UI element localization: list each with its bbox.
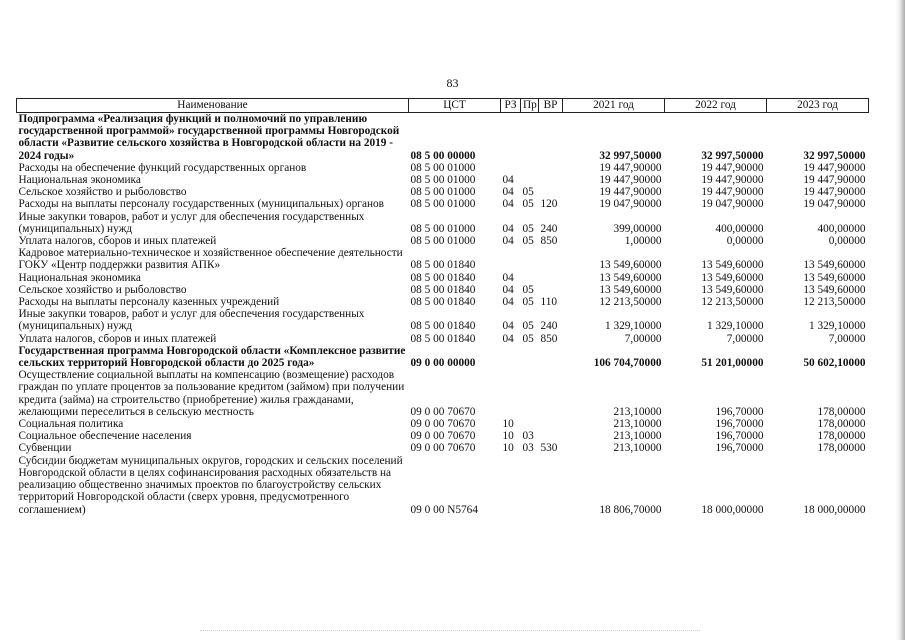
cell-vr: 850 — [540, 235, 558, 248]
cell-name: Расходы на выплаты персоналу казенных учреждений — [18, 296, 280, 309]
cell-y2021: 19 047,90000 — [599, 198, 662, 211]
col-header-name: Наименование — [17, 99, 409, 113]
cell-y2022: 7,00000 — [726, 332, 764, 345]
cell-y2021: 19 447,90000 — [599, 161, 662, 174]
cell-cst: 08 5 00 01840 — [410, 296, 476, 309]
cell-y2022: 51 201,00000 — [701, 357, 764, 370]
cell-name: Иные закупки товаров, работ и услуг для обеспечения государственных (муниципальных) нужд — [18, 308, 365, 333]
col-header-2023: 2023 год — [767, 99, 869, 113]
table-row — [17, 296, 869, 308]
cell-vr: 110 — [540, 296, 558, 309]
cell-y2022: 12 213,50000 — [701, 296, 764, 309]
cell-y2023: 19 447,90000 — [803, 174, 866, 187]
cell-pr: 03 — [522, 430, 534, 443]
table-row — [17, 284, 869, 296]
table-row — [17, 235, 869, 247]
cell-pr: 03 — [522, 442, 534, 455]
cell-name: Социальное обеспечение населения — [18, 430, 192, 443]
cell-rz: 04 — [502, 271, 514, 284]
cell-vr — [539, 174, 563, 186]
cell-y2022: 196,70000 — [715, 405, 764, 418]
cell-name: Субсидии бюджетам муниципальных округов, городских и сельских поселений Новгородской области в целях софинансирования расходных обязательств на реализацию общественно значимых проектов по благоустройству сельских территорий Новгородской области (сверх уровня, предусмотренного соглашением) — [18, 454, 403, 516]
cell-y2023: 1 329,10000 — [809, 320, 866, 333]
cell-name: Уплата налогов, сборов и иных платежей — [18, 332, 217, 345]
cell-y2022: 0,00000 — [726, 235, 764, 248]
cell-y2021: 213,10000 — [613, 430, 662, 443]
cell-y2022: 13 549,60000 — [701, 283, 764, 296]
cell-vr: 240 — [540, 222, 558, 235]
table-row — [17, 369, 869, 418]
cell-pr: 05 — [522, 296, 534, 309]
cell-y2021: 19 447,90000 — [599, 186, 662, 199]
cell-pr — [521, 247, 539, 271]
cell-cst: 08 5 00 01840 — [410, 320, 476, 333]
cell-pr: 05 — [522, 332, 534, 345]
cell-y2022: 19 447,90000 — [701, 161, 764, 174]
cell-rz — [501, 455, 521, 516]
col-header-2022: 2022 год — [665, 99, 767, 113]
cell-name: Иные закупки товаров, работ и услуг для обеспечения государственных (муниципальных) нужд — [18, 210, 365, 235]
table-row — [17, 272, 869, 284]
cell-y2023: 32 997,50000 — [803, 149, 866, 162]
cell-cst: 09 0 00 00000 — [410, 357, 476, 370]
cell-y2022: 19 047,90000 — [701, 198, 764, 211]
cell-y2022: 196,70000 — [715, 430, 764, 443]
cell-y2022: 13 549,60000 — [701, 271, 764, 284]
scan-edge-shadow — [895, 0, 905, 640]
cell-y2022: 32 997,50000 — [701, 149, 764, 162]
cell-pr: 05 — [522, 320, 534, 333]
cell-y2021: 213,10000 — [613, 418, 662, 431]
col-header-pr: Пр — [521, 99, 539, 113]
cell-y2023: 13 549,60000 — [803, 271, 866, 284]
cell-y2023: 7,00000 — [828, 332, 866, 345]
cell-vr — [539, 113, 563, 162]
col-header-vr: ВР — [539, 99, 563, 113]
cell-pr: 05 — [522, 283, 534, 296]
cell-y2021: 32 997,50000 — [599, 149, 662, 162]
cell-name: Государственная программа Новгородской области «Комплексное развитие сельских территорий Новгородской области до 2025 года» — [18, 344, 406, 370]
cell-cst: 08 5 00 01000 — [410, 186, 476, 199]
cell-vr — [539, 455, 563, 516]
cell-y2023: 18 000,00000 — [803, 503, 866, 516]
cell-y2023: 12 213,50000 — [803, 296, 866, 309]
col-header-rz: РЗ — [501, 99, 521, 113]
cell-y2021: 1 329,10000 — [605, 320, 662, 333]
cell-pr — [521, 113, 539, 162]
cell-rz: 04 — [502, 332, 514, 345]
cell-y2021: 12 213,50000 — [599, 296, 662, 309]
cell-y2021: 13 549,60000 — [599, 283, 662, 296]
cell-vr — [539, 247, 563, 271]
cell-vr: 240 — [540, 320, 558, 333]
cell-vr: 850 — [540, 332, 558, 345]
cell-y2023: 19 447,90000 — [803, 161, 866, 174]
cell-rz: 04 — [502, 235, 514, 248]
cell-vr — [539, 430, 563, 442]
cell-rz: 04 — [502, 174, 514, 187]
cell-pr — [521, 272, 539, 284]
table-row — [17, 198, 869, 210]
cell-y2021: 1,00000 — [624, 235, 662, 248]
cell-name: Сельское хозяйство и рыболовство — [18, 283, 187, 296]
table-row — [17, 442, 869, 454]
cell-pr — [521, 174, 539, 186]
cell-y2023: 50 602,10000 — [803, 357, 866, 370]
cell-rz — [501, 113, 521, 162]
cell-rz — [501, 345, 521, 369]
page-number: 83 — [446, 76, 459, 90]
cell-y2023: 178,00000 — [817, 442, 866, 455]
cell-y2022: 19 447,90000 — [701, 174, 764, 187]
cell-rz: 04 — [502, 186, 514, 199]
cell-y2021: 19 447,90000 — [599, 174, 662, 187]
table-row — [17, 211, 869, 235]
cell-y2021: 13 549,60000 — [599, 271, 662, 284]
cell-name: Расходы на обеспечение функций государственных органов — [18, 161, 307, 174]
cell-name: Национальная экономика — [18, 271, 141, 284]
cell-name: Субвенции — [18, 442, 72, 455]
cell-rz: 04 — [502, 320, 514, 333]
scan-bottom-artifact — [200, 630, 700, 632]
cell-name: Национальная экономика — [18, 174, 141, 187]
cell-name: Уплата налогов, сборов и иных платежей — [18, 235, 217, 248]
cell-cst: 09 0 00 70670 — [410, 430, 476, 443]
cell-cst: 08 5 00 01000 — [410, 198, 476, 211]
cell-vr — [539, 272, 563, 284]
cell-cst: 08 5 00 01840 — [410, 259, 476, 272]
table-header-row — [17, 99, 869, 113]
cell-rz: 10 — [502, 442, 514, 455]
cell-name: Расходы на выплаты персоналу государственных (муниципальных) органов — [18, 198, 384, 211]
cell-vr — [539, 284, 563, 296]
cell-y2021: 213,10000 — [613, 442, 662, 455]
cell-pr — [521, 418, 539, 430]
budget-table — [16, 98, 869, 516]
cell-vr — [539, 345, 563, 369]
cell-cst: 08 5 00 01000 — [410, 161, 476, 174]
table-row — [17, 247, 869, 271]
cell-cst: 09 0 00 70670 — [410, 405, 476, 418]
cell-vr — [539, 418, 563, 430]
cell-y2023: 178,00000 — [817, 418, 866, 431]
cell-y2022: 1 329,10000 — [707, 320, 764, 333]
cell-cst: 08 5 00 01000 — [410, 222, 476, 235]
cell-vr: 120 — [540, 198, 558, 211]
cell-y2021: 13 549,60000 — [599, 259, 662, 272]
cell-y2023: 178,00000 — [817, 430, 866, 443]
cell-cst: 08 5 00 01840 — [410, 332, 476, 345]
cell-rz: 04 — [502, 296, 514, 309]
cell-name: Социальная политика — [18, 418, 124, 431]
cell-rz: 10 — [502, 430, 514, 443]
cell-pr — [521, 345, 539, 369]
table-row — [17, 186, 869, 198]
cell-rz — [501, 247, 521, 271]
cell-name: Сельское хозяйство и рыболовство — [18, 186, 187, 199]
cell-y2022: 18 000,00000 — [701, 503, 764, 516]
cell-pr — [521, 455, 539, 516]
cell-cst: 08 5 00 01000 — [410, 174, 476, 187]
cell-y2021: 213,10000 — [613, 405, 662, 418]
col-header-2021: 2021 год — [563, 99, 665, 113]
table-row — [17, 162, 869, 174]
table-row — [17, 113, 869, 162]
cell-rz: 04 — [502, 283, 514, 296]
cell-y2021: 18 806,70000 — [599, 503, 662, 516]
cell-cst: 09 0 00 70670 — [410, 442, 476, 455]
cell-y2022: 196,70000 — [715, 442, 764, 455]
cell-y2023: 13 549,60000 — [803, 283, 866, 296]
cell-name: Кадровое материально-техническое и хозяйственное обеспечение деятельности ГОКУ «Центр поддержки развития АПК» — [18, 247, 403, 272]
table-row — [17, 174, 869, 186]
table-body — [17, 113, 869, 516]
cell-rz: 10 — [502, 418, 514, 431]
cell-vr — [539, 369, 563, 418]
table-row — [17, 333, 869, 345]
cell-vr — [539, 162, 563, 174]
cell-pr: 05 — [522, 235, 534, 248]
cell-cst: 08 5 00 00000 — [410, 149, 476, 162]
cell-y2021: 7,00000 — [624, 332, 662, 345]
table-row — [17, 345, 869, 369]
table-row — [17, 308, 869, 332]
cell-y2023: 0,00000 — [828, 235, 866, 248]
cell-vr: 530 — [540, 442, 558, 455]
cell-y2023: 19 447,90000 — [803, 186, 866, 199]
cell-cst: 09 0 00 70670 — [410, 418, 476, 431]
cell-pr: 05 — [522, 198, 534, 211]
cell-cst: 09 0 00 N5764 — [410, 503, 478, 516]
table-row — [17, 455, 869, 516]
cell-y2022: 19 447,90000 — [701, 186, 764, 199]
cell-cst: 08 5 00 01840 — [410, 283, 476, 296]
cell-pr: 05 — [522, 186, 534, 199]
cell-rz — [501, 162, 521, 174]
cell-y2023: 178,00000 — [817, 405, 866, 418]
cell-vr — [539, 186, 563, 198]
cell-y2023: 400,00000 — [817, 222, 866, 235]
cell-y2022: 400,00000 — [715, 222, 764, 235]
cell-y2021: 106 704,70000 — [593, 357, 662, 370]
table-row — [17, 430, 869, 442]
cell-pr — [521, 369, 539, 418]
cell-name: Осуществление социальной выплаты на компенсацию (возмещение) расходов граждан по уплате процентов за пользование кредитом (займом) при получении кредита (займа) на строительство (приобретение) жилья гражданами, желающими переселиться в сельскую местность — [18, 369, 405, 418]
cell-cst: 08 5 00 01000 — [410, 235, 476, 248]
cell-cst: 08 5 00 01840 — [410, 271, 476, 284]
col-header-cst: ЦСТ — [409, 99, 501, 113]
cell-pr — [521, 162, 539, 174]
cell-rz: 04 — [502, 222, 514, 235]
cell-y2021: 399,00000 — [613, 222, 662, 235]
cell-rz — [501, 369, 521, 418]
cell-pr: 05 — [522, 222, 534, 235]
cell-y2022: 196,70000 — [715, 418, 764, 431]
cell-y2022: 13 549,60000 — [701, 259, 764, 272]
cell-name: Подпрограмма «Реализация функций и полномочий по управлению государственной программой» государственной программы Новгородской области «Развитие сельского хозяйства в Новгородской области на 2019 - 2024 годы» — [18, 113, 400, 162]
cell-rz: 04 — [502, 198, 514, 211]
table-row — [17, 418, 869, 430]
cell-y2023: 13 549,60000 — [803, 259, 866, 272]
cell-y2023: 19 047,90000 — [803, 198, 866, 211]
